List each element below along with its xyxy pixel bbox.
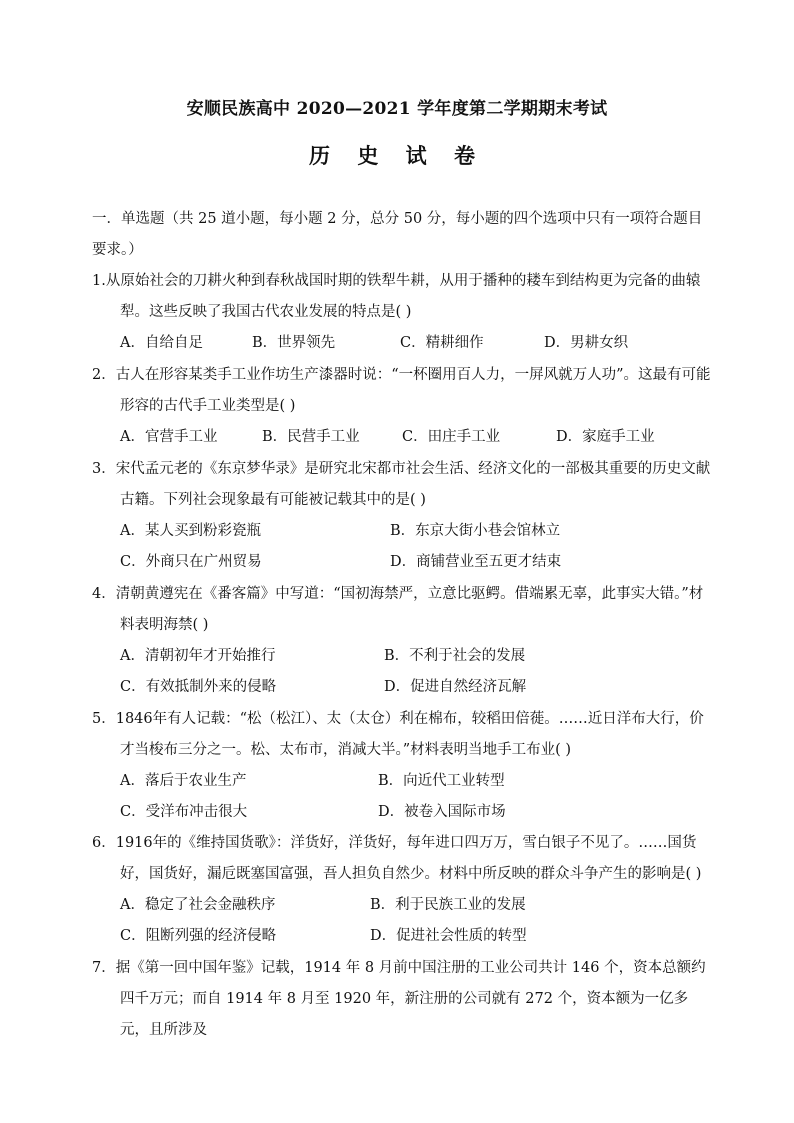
option-d: D．商铺营业至五更才结束 bbox=[390, 554, 562, 570]
option-c: C．阻断列强的经济侵略 bbox=[120, 928, 277, 944]
question-stem: 7．据《第一回中国年鉴》记载，1914 年 8 月前中国注册的工业公司共计 146 个，资本总额约四千万元；而自 1914 年 8 月至 1920 年，新注册的公司就有 272 个，资本额为一亿多元，且所涉及 bbox=[92, 960, 706, 1038]
question-2 bbox=[92, 360, 712, 453]
options-row bbox=[92, 921, 712, 952]
option-b: B．世界领先 bbox=[252, 335, 336, 351]
option-b: B．不利于社会的发展 bbox=[384, 648, 526, 664]
question-3 bbox=[92, 454, 712, 578]
options-row bbox=[92, 328, 712, 359]
question-stem: 3．宋代孟元老的《东京梦华录》是研究北宋都市社会生活、经济文化的一部极其重要的历史文献古籍。下列社会现象最有可能被记载其中的是( ) bbox=[92, 461, 711, 508]
option-b: B．向近代工业转型 bbox=[378, 773, 505, 789]
option-a: A．自给自足 bbox=[120, 335, 203, 351]
question-stem: 5．1846年有人记载：“松（松江）、太（太仓）利在棉布，较稻田倍蓰。……近日洋布大行，价才当梭布三分之一。松、太布市，消减大半。”材料表明当地手工布业( ) bbox=[92, 711, 704, 758]
options-row bbox=[92, 547, 712, 578]
option-d: D．促进社会性质的转型 bbox=[370, 928, 527, 944]
question-4 bbox=[92, 579, 712, 703]
options-row bbox=[92, 641, 712, 672]
option-a: A．清朝初年才开始推行 bbox=[120, 648, 276, 664]
option-d: D．促进自然经济瓦解 bbox=[384, 679, 527, 695]
options-row bbox=[92, 766, 712, 797]
question-6 bbox=[92, 828, 712, 952]
option-a: A．落后于农业生产 bbox=[120, 773, 247, 789]
option-c: C．田庄手工业 bbox=[402, 429, 501, 445]
question-7 bbox=[92, 953, 712, 1046]
options-row bbox=[92, 422, 712, 453]
option-d: D．家庭手工业 bbox=[556, 429, 655, 445]
exam-title: 安顺民族高中 2020—2021 学年度第二学期期末考试 bbox=[186, 99, 608, 119]
options-row bbox=[92, 516, 712, 547]
options-row bbox=[92, 797, 712, 828]
options-row bbox=[92, 672, 712, 703]
options-row bbox=[92, 890, 712, 921]
question-stem: 2．古人在形容某类手工业作坊生产漆器时说：“一杯圈用百人力，一屏风就万人功”。这最有可能形容的古代手工业类型是( ) bbox=[92, 367, 711, 414]
option-b: B．东京大街小巷会馆林立 bbox=[390, 523, 561, 539]
option-a: A．某人买到粉彩瓷瓶 bbox=[120, 523, 261, 539]
option-d: D．男耕女织 bbox=[544, 335, 629, 351]
option-c: C．受洋布冲击很大 bbox=[120, 804, 248, 820]
section-heading: 一．单选题（共 25 道小题，每小题 2 分，总分 50 分，每小题的四个选项中只有一项符合题目要求。） bbox=[92, 211, 703, 258]
option-c: C．外商只在广州贸易 bbox=[120, 554, 262, 570]
question-stem: 1.从原始社会的刀耕火种到春秋战国时期的铁犁牛耕，从用于播种的耧车到结构更为完备的曲辕犁。这些反映了我国古代农业发展的特点是( ) bbox=[92, 273, 701, 320]
option-c: C．精耕细作 bbox=[400, 335, 484, 351]
option-a: A．官营手工业 bbox=[120, 429, 218, 445]
option-a: A．稳定了社会金融秩序 bbox=[120, 897, 276, 913]
question-stem: 4．清朝黄遵宪在《番客篇》中写道：“国初海禁严，立意比驱鳄。借端累无辜，此事实大错。”材料表明海禁( ) bbox=[92, 586, 704, 633]
question-5 bbox=[92, 704, 712, 828]
question-stem: 6．1916年的《维持国货歌》：洋货好，洋货好，每年进口四万万，雪白银子不见了。……国货好，国货好，漏卮既塞国富强，吾人担负自然少。材料中所反映的群众斗争产生的影响是( ) bbox=[92, 835, 702, 882]
option-b: B．民营手工业 bbox=[262, 429, 360, 445]
option-d: D．被卷入国际市场 bbox=[378, 804, 506, 820]
option-c: C．有效抵制外来的侵略 bbox=[120, 679, 277, 695]
question-1 bbox=[92, 266, 712, 359]
option-b: B．利于民族工业的发展 bbox=[370, 897, 526, 913]
exam-subtitle: 历 史 试 卷 bbox=[309, 143, 485, 168]
